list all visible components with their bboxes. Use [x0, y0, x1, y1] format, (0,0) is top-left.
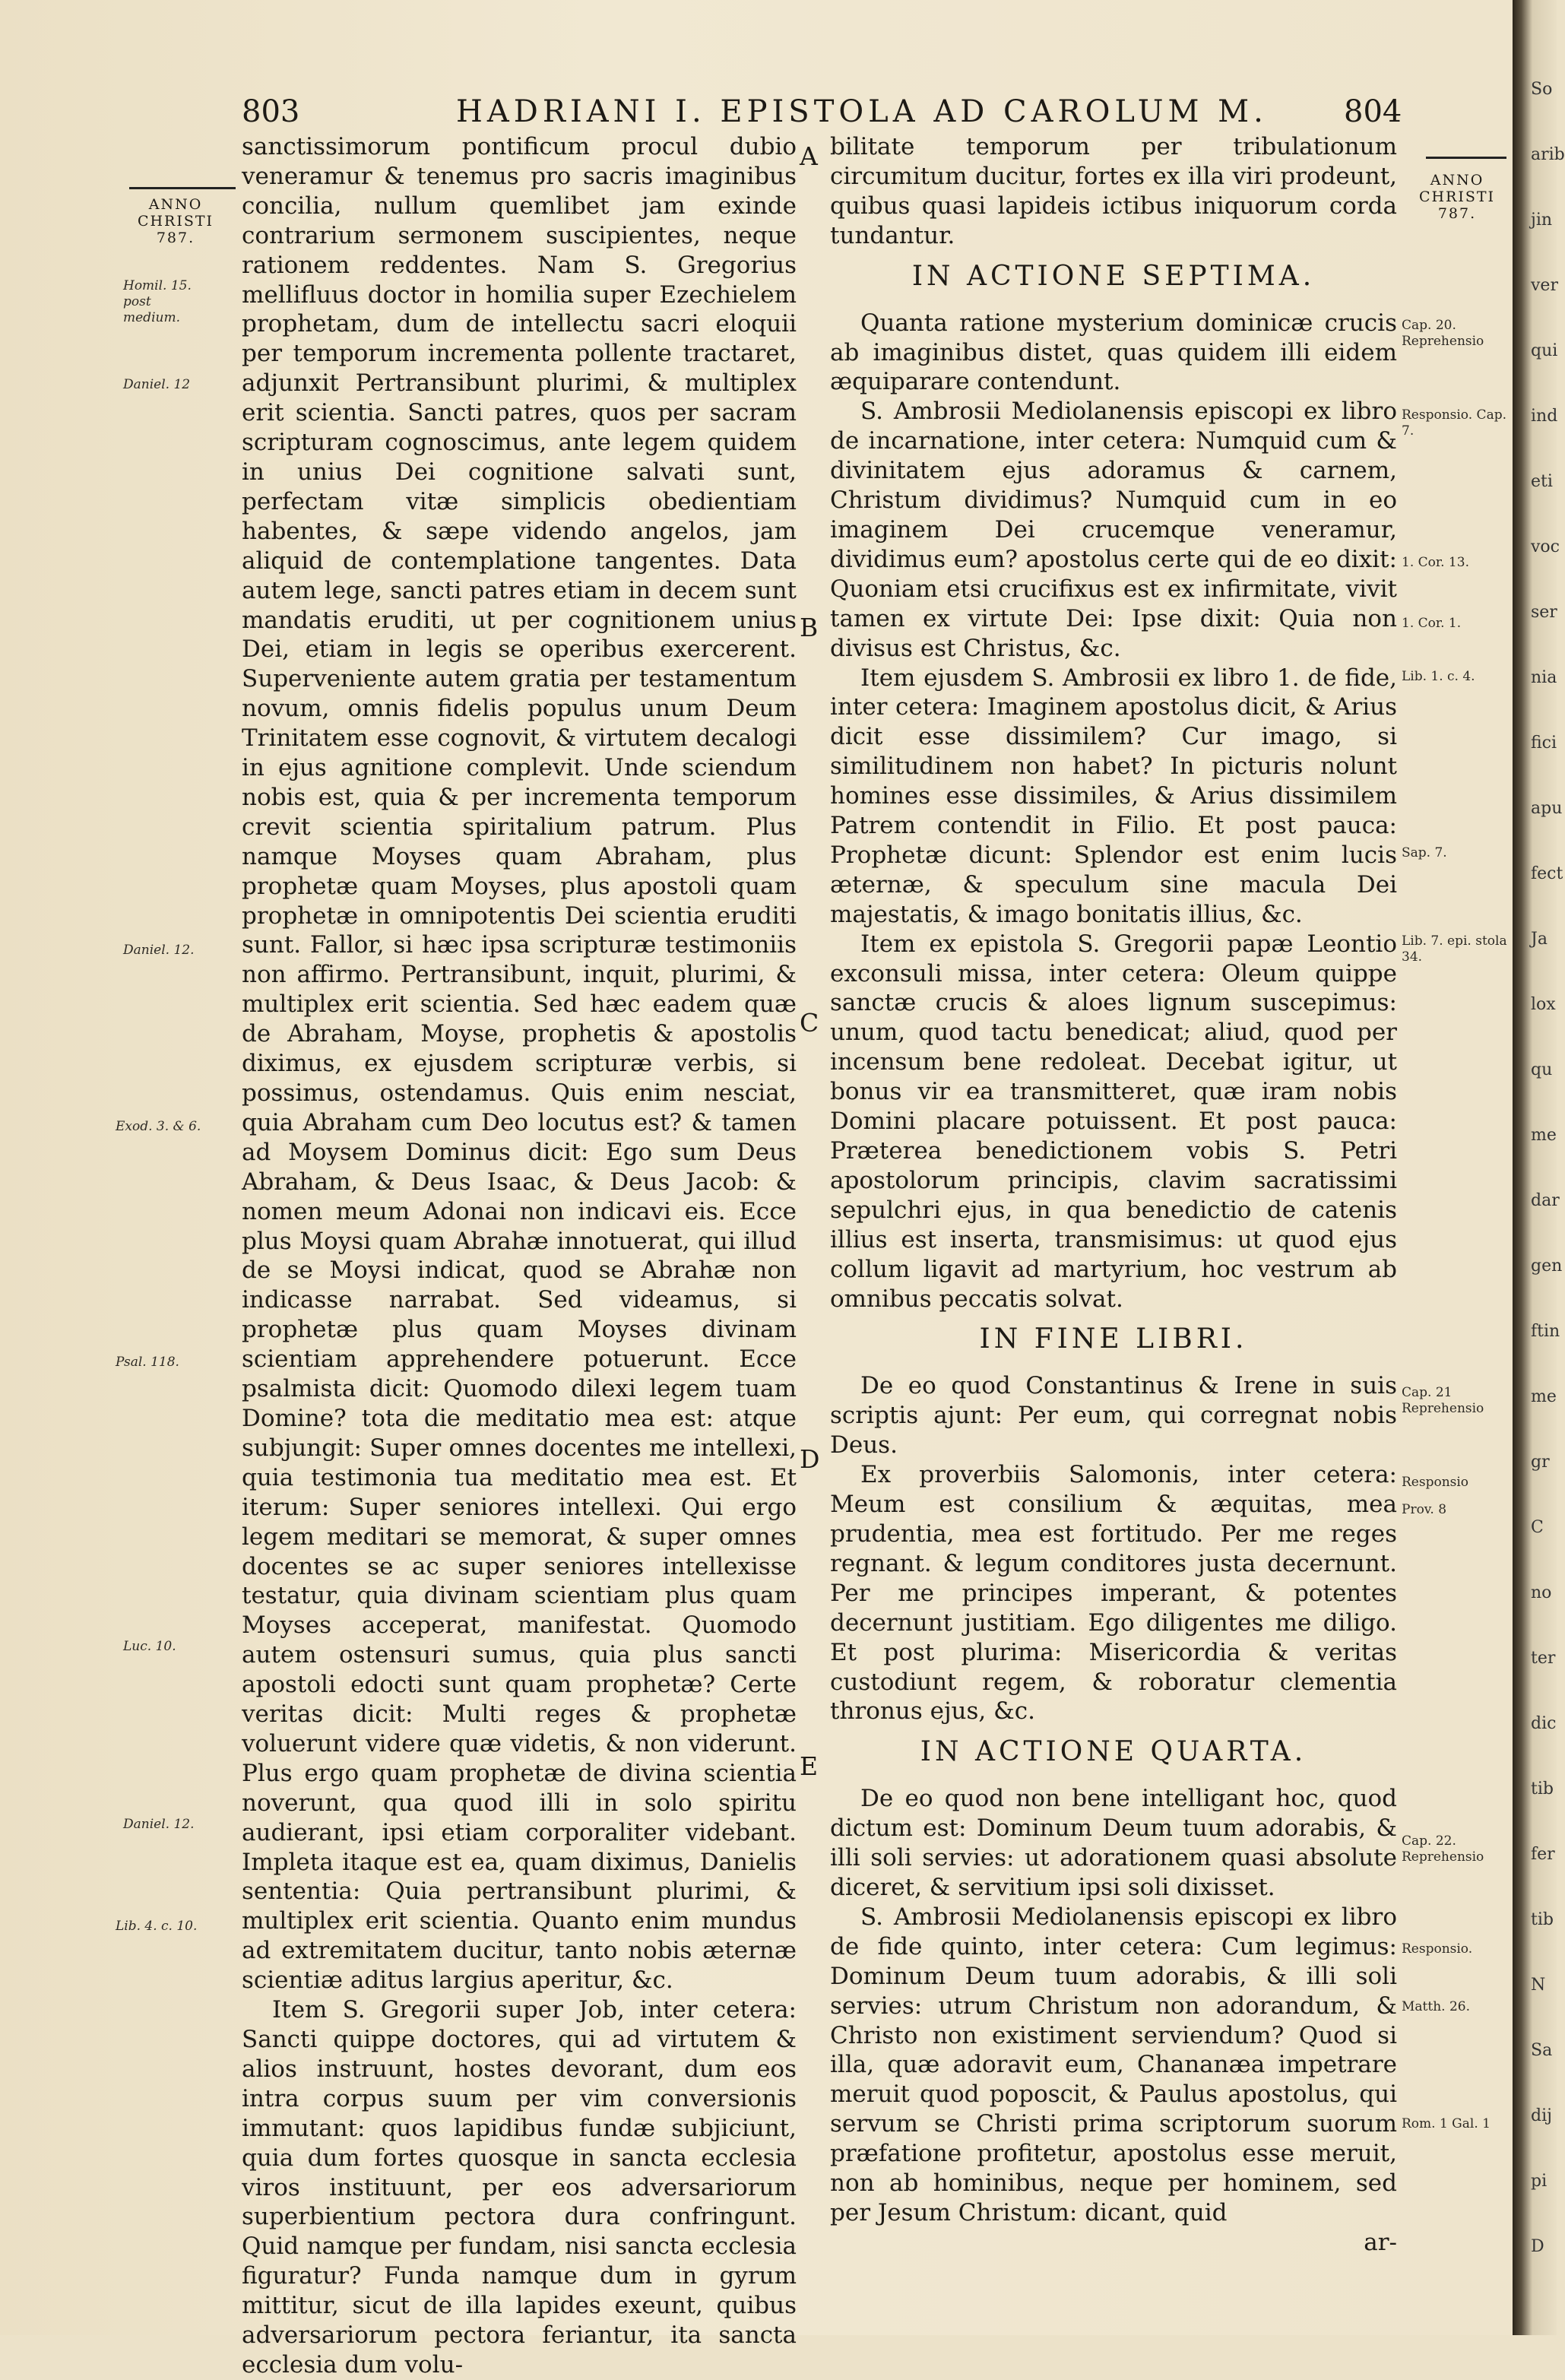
left-column-paragraph: Item S. Gregorii super Job, inter cetera: Sancti quippe doctores, qui ad virtutem & alios instruunt, hostes devorant, dum eos intra corpus suum per vim conversionis immutant: quos lapidibus fundæ subjiciunt, quia dum fortes quosque in sancta ecclesia viros instituunt, per eos adversariorum superbientium pectora dura confringunt. Quid namque per fundam, nisi sancta ecclesia figuratur? Funda namque dum in gyrum mittitur, sicut de illa lapides exeunt, quibus adversariorum pectora feriantur, ita sancta ecclesia dum volu-: [242, 1996, 797, 2378]
section-letter-d: D: [800, 1444, 820, 1474]
left-margin-note: Lib. 4. c. 10.: [116, 1919, 198, 1934]
adjacent-page-fragment: fici: [1531, 734, 1557, 753]
adjacent-page-fragment: D: [1531, 2237, 1544, 2256]
right-margin-note: Prov. 8: [1402, 1502, 1447, 1517]
right-margin-note: Responsio: [1402, 1475, 1469, 1490]
adjacent-page-fragment: dar: [1531, 1191, 1560, 1210]
running-title: HADRIANI I. EPISTOLA AD CAROLUM M.: [456, 94, 1268, 129]
right-column-paragraph: Item ejusdem S. Ambrosii ex libro 1. de fide, inter cetera: Imaginem apostolus dicit, & Arius dicit esse dissimilem? Cur imago, si similitudinem non habet? In picturis nolunt homines esse dissimiles, & Arius dissimilem Patrem contendit in Filio. Et post pauca: Prophetæ dicunt: Splendor est enim lucis æternæ, & speculum sine macula Dei majestatis, & imago bonitatis illius, &c.: [830, 664, 1397, 928]
adjacent-page-fragment: So: [1531, 80, 1553, 99]
adjacent-page-fragment: dij: [1531, 2106, 1552, 2125]
binding-gutter: [1513, 0, 1565, 2335]
adjacent-page-fragment: voc: [1531, 537, 1560, 556]
right-column-paragraph: S. Ambrosii Mediolanensis episcopi ex libro de incarnatione, inter cetera: Numquid cum & divinitatem ejus adoramus & carnem, Christum dividimus? Numquid cum in eo imaginem Dei crucemque veneramur, dividimus eum? apostolus certe qui de eo dixit: Quoniam etsi crucifixus est ex infirmitate, vivit tamen ex virtute Dei: Ipse dixit: Quia non divisus est Christus, &c.: [830, 398, 1397, 662]
left-margin-note: Daniel. 12.: [123, 1817, 195, 1832]
adjacent-page-fragment: ind: [1531, 407, 1558, 426]
right-margin-note: Cap. 20. Reprehensio: [1402, 318, 1484, 349]
adjacent-page-fragment: N: [1531, 1976, 1546, 1995]
left-margin-note: Daniel. 12: [123, 377, 191, 392]
adjacent-page-fragment: lox: [1531, 995, 1556, 1014]
section-letter-b: B: [800, 613, 819, 642]
left-column-paragraph: sanctissimorum pontificum procul dubio veneramur & tenemus pro sacris imaginibus concilia, nullum quemlibet jam exinde contrarium sermonem suscipientes, neque rationem reddentes. Nam S. Gregorius mellifluus doctor in homilia super Ezechielem prophetam, dum de intellectu sacri eloquii per temporum incrementa pollente tractaret, adjunxit Pertransibunt plurimi, & multiplex erit scientia. Sancti patres, quos per sacram scripturam cognoscimus, ante legem quidem in unius Dei cognitione salvati sunt, perfectam vitæ simplicis obedientiam habentes, & sæpe videndo angelos, jam aliquid de contemplatione tangentes. Data autem lege, sancti patres etiam in decem sunt mandatis eruditi, ut per cognitionem unius Dei, etiam in legis se operibus exercerent. Superveniente autem gratia per testamentum novum, omnis fidelis populus unum Deum Trinitatem esse cognovit, & virtutem decalogi in ejus agnitione complevit. Unde sciendum nobis est, quia & per incrementa temporum crevit scientia spiritalium patrum. Plus namque Moyses quam Abraham, plus prophetæ quam Moyses, plus apostoli quam prophetæ in omnipotentis Dei scientia eruditi sunt. Fallor, si hæc ipsa scripturæ testimoniis non affirmo. Pertransibunt, inquit, plurimi, & multiplex erit scientia. Sed hæc eadem quæ de Abraham, Moyse, prophetis & apostolis diximus, ex ejusdem scripturæ verbis, si possimus, ostendamus. Quis enim nesciat, quia Abraham cum Deo locutus est? & tamen ad Moysem Dominus dicit: Ego sum Deus Abraham, & Deus Isaac, & Deus Jacob: & nomen meum Adonai non indicavi eis. Ecce plus Moysi quam Abrahæ innotuerat, qui illud de se Moysi indicat, quod se Abrahæ non indicasse narrabat. Sed videamus, si prophetæ plus quam Moyses divinam scientiam apprehendere potuerunt. Ecce psalmista dicit: Quomodo dilexi legem tuam Domine? tota die meditatio mea est: atque subjungit: Super omnes docentes me intellexi, quia testimonia tua meditatio mea est. Et iterum: Super seniores intellexi. Qui ergo legem meditari se memorat, & super omnes docentes se ac super seniores intellexisse testatur, quia divinam scientiam plus quam Moyses acceperat, manifestat. Quomodo autem ostensuri sumus, quia plus sancti apostoli edocti sunt quam prophetæ? Certe veritas dicit: Multi reges & prophetæ voluerunt videre quæ videtis, & non viderunt. Plus ergo quam prophetæ de divina scientia noverunt, qua quod illi in solo spiritu audierant, ipsi etiam corporaliter videbant. Impleta itaque est ea, quam diximus, Danielis sententia: Quia pertransibunt plurimi, & multiplex erit scientia. Quanto enim mundus ad extremitatem ducitur, tanto nobis æternæ scientiæ aditus largius aperitur, &c.: [242, 133, 797, 1995]
right-page-number: 804: [1344, 94, 1402, 129]
left-margin-note: Daniel. 12.: [123, 943, 195, 958]
adjacent-page-fragment: eti: [1531, 472, 1553, 491]
adjacent-page-fragment: jin: [1531, 211, 1553, 230]
right-margin-note: 1. Cor. 1.: [1402, 616, 1462, 631]
catchword: ar-: [1364, 2228, 1397, 2256]
right-column-paragraph: bilitate temporum per tribulationum circumitum ducitur, fortes ex illa viri prodeunt, quibus quasi lapideis ictibus iniquorum corda tundantur.: [830, 133, 1397, 249]
adjacent-page-fragment: fect: [1531, 864, 1563, 883]
anno-christi-right: ANNO CHRISTI 787.: [1418, 172, 1496, 222]
section-letter-a: A: [800, 141, 818, 171]
right-margin-note: Sap. 7.: [1402, 845, 1447, 860]
adjacent-page-fragment: dic: [1531, 1714, 1557, 1733]
adjacent-page-fragment: qu: [1531, 1060, 1553, 1079]
left-margin-note: Psal. 118.: [116, 1355, 179, 1370]
section-letter-e: E: [800, 1751, 819, 1781]
section-heading: IN ACTIONE SEPTIMA.: [911, 260, 1316, 292]
left-margin-note: Exod. 3. & 6.: [116, 1119, 201, 1134]
adjacent-page-fragment: me: [1531, 1387, 1557, 1406]
section-letter-c: C: [800, 1008, 819, 1038]
adjacent-page-fragment: tib: [1531, 1910, 1554, 1929]
adjacent-page-fragment: ser: [1531, 603, 1557, 622]
adjacent-page-fragment: C: [1531, 1518, 1544, 1537]
right-column-paragraph: De eo quod Constantinus & Irene in suis scriptis ajunt: Per eum, qui corregnat nobis Deus.: [830, 1372, 1397, 1459]
adjacent-page-fragment: nia: [1531, 668, 1557, 687]
adjacent-page-fragment: ver: [1531, 276, 1558, 295]
adjacent-page-fragment: tib: [1531, 1779, 1554, 1798]
right-margin-note: Lib. 7. epi. stola 34.: [1402, 933, 1507, 965]
adjacent-page-fragment: pi: [1531, 2172, 1548, 2191]
right-column-paragraph: De eo quod non bene intelligant hoc, quod dictum est: Dominum Deum tuum adorabis, & illi soli servies: ut adorationem quasi absolute diceret, & servitium ipsi soli dixisset.: [830, 1785, 1397, 1902]
adjacent-page-fragment: ter: [1531, 1649, 1556, 1668]
adjacent-page-fragment: Ja: [1531, 930, 1548, 949]
anno-rule-right: [1426, 157, 1506, 159]
adjacent-page-fragment: apu: [1531, 799, 1563, 818]
adjacent-page-fragment: Sa: [1531, 2041, 1553, 2060]
right-column-paragraph: Ex proverbiis Salomonis, inter cetera: Meum est consilium & æquitas, mea prudentia, mea est fortitudo. Per me reges regnant. & legum conditores justa decernunt. Per me principes imperant, & potentes decernunt justitiam. Ego diligentes me diligo. Et post plurima: Misericordia & veritas custodiunt regem, & roboratur clementia thronus ejus, &c.: [830, 1461, 1397, 1726]
right-column-paragraph: S. Ambrosii Mediolanensis episcopi ex libro de fide quinto, inter cetera: Cum legimus: Dominum Deum tuum adorabis, & illi soli servies: utrum Christum non adorandum, & Christo non existiment serviendum? Quod si illa, quæ adoravit eum, Chananæa impetrare meruit quod poposcit, & Paulus apostolus, qui servum se Christi prima scriptorum suorum præfatione profitetur, apostolus esse meruit, non ab hominibus, neque per hominem, sed per Jesum Christum: dicant, quid: [830, 1903, 1397, 2226]
left-margin-note: Homil. 15. post medium.: [123, 278, 192, 325]
adjacent-page-fragment: ftin: [1531, 1322, 1560, 1341]
right-margin-note: Cap. 21 Reprehensio: [1402, 1385, 1484, 1416]
adjacent-page-fragment: qui: [1531, 341, 1558, 360]
right-margin-note: Rom. 1 Gal. 1: [1402, 2116, 1491, 2131]
right-margin-note: Cap. 22. Reprehensio: [1402, 1833, 1484, 1865]
adjacent-page-fragment: me: [1531, 1126, 1557, 1145]
adjacent-page-fragment: fer: [1531, 1845, 1555, 1864]
anno-rule-left: [129, 187, 236, 189]
adjacent-page-fragment: arib: [1531, 145, 1565, 164]
right-margin-note: 1. Cor. 13.: [1402, 555, 1469, 570]
left-margin-note: Luc. 10.: [123, 1639, 176, 1654]
right-margin-note: Responsio.: [1402, 1941, 1473, 1957]
left-text-column: [242, 132, 797, 2380]
left-page-number: 803: [242, 94, 300, 129]
right-text-column: [830, 132, 1397, 2258]
right-column-paragraph: Item ex epistola S. Gregorii papæ Leontio exconsuli missa, inter cetera: Oleum quippe sanctæ crucis & aloes lignum suscepimus: unum, quod tactu benedicat; aliud, quod per incensum bene redoleat. Decebat igitur, ut bonus vir ea transmitteret, quæ iram nobis Domini placare potuissent. Et post pauca: Præterea benedictionem vobis S. Petri apostolorum principis, clavim sacratissimi sepulchri ejus, in qua benedictio de catenis illius est inserta, transmisimus: ut quod ejus collum ligavit ad martyrium, hoc vestrum ab omnibus peccatis solvat.: [830, 930, 1397, 1313]
anno-christi-left: ANNO CHRISTI 787.: [137, 196, 214, 246]
adjacent-page-fragment: no: [1531, 1583, 1552, 1602]
adjacent-page-fragment: gen: [1531, 1257, 1563, 1276]
right-margin-note: Matth. 26.: [1402, 1999, 1470, 2014]
right-column-paragraph: Quanta ratione mysterium dominicæ crucis ab imaginibus distet, quas quidem illi eidem æquiparare contendunt.: [830, 309, 1397, 396]
right-margin-note: Responsio. Cap. 7.: [1402, 407, 1506, 439]
right-margin-note: Lib. 1. c. 4.: [1402, 669, 1475, 684]
adjacent-page-fragment: gr: [1531, 1453, 1550, 1472]
section-heading: IN ACTIONE QUARTA.: [920, 1736, 1307, 1768]
section-heading: IN FINE LIBRI.: [979, 1323, 1248, 1355]
